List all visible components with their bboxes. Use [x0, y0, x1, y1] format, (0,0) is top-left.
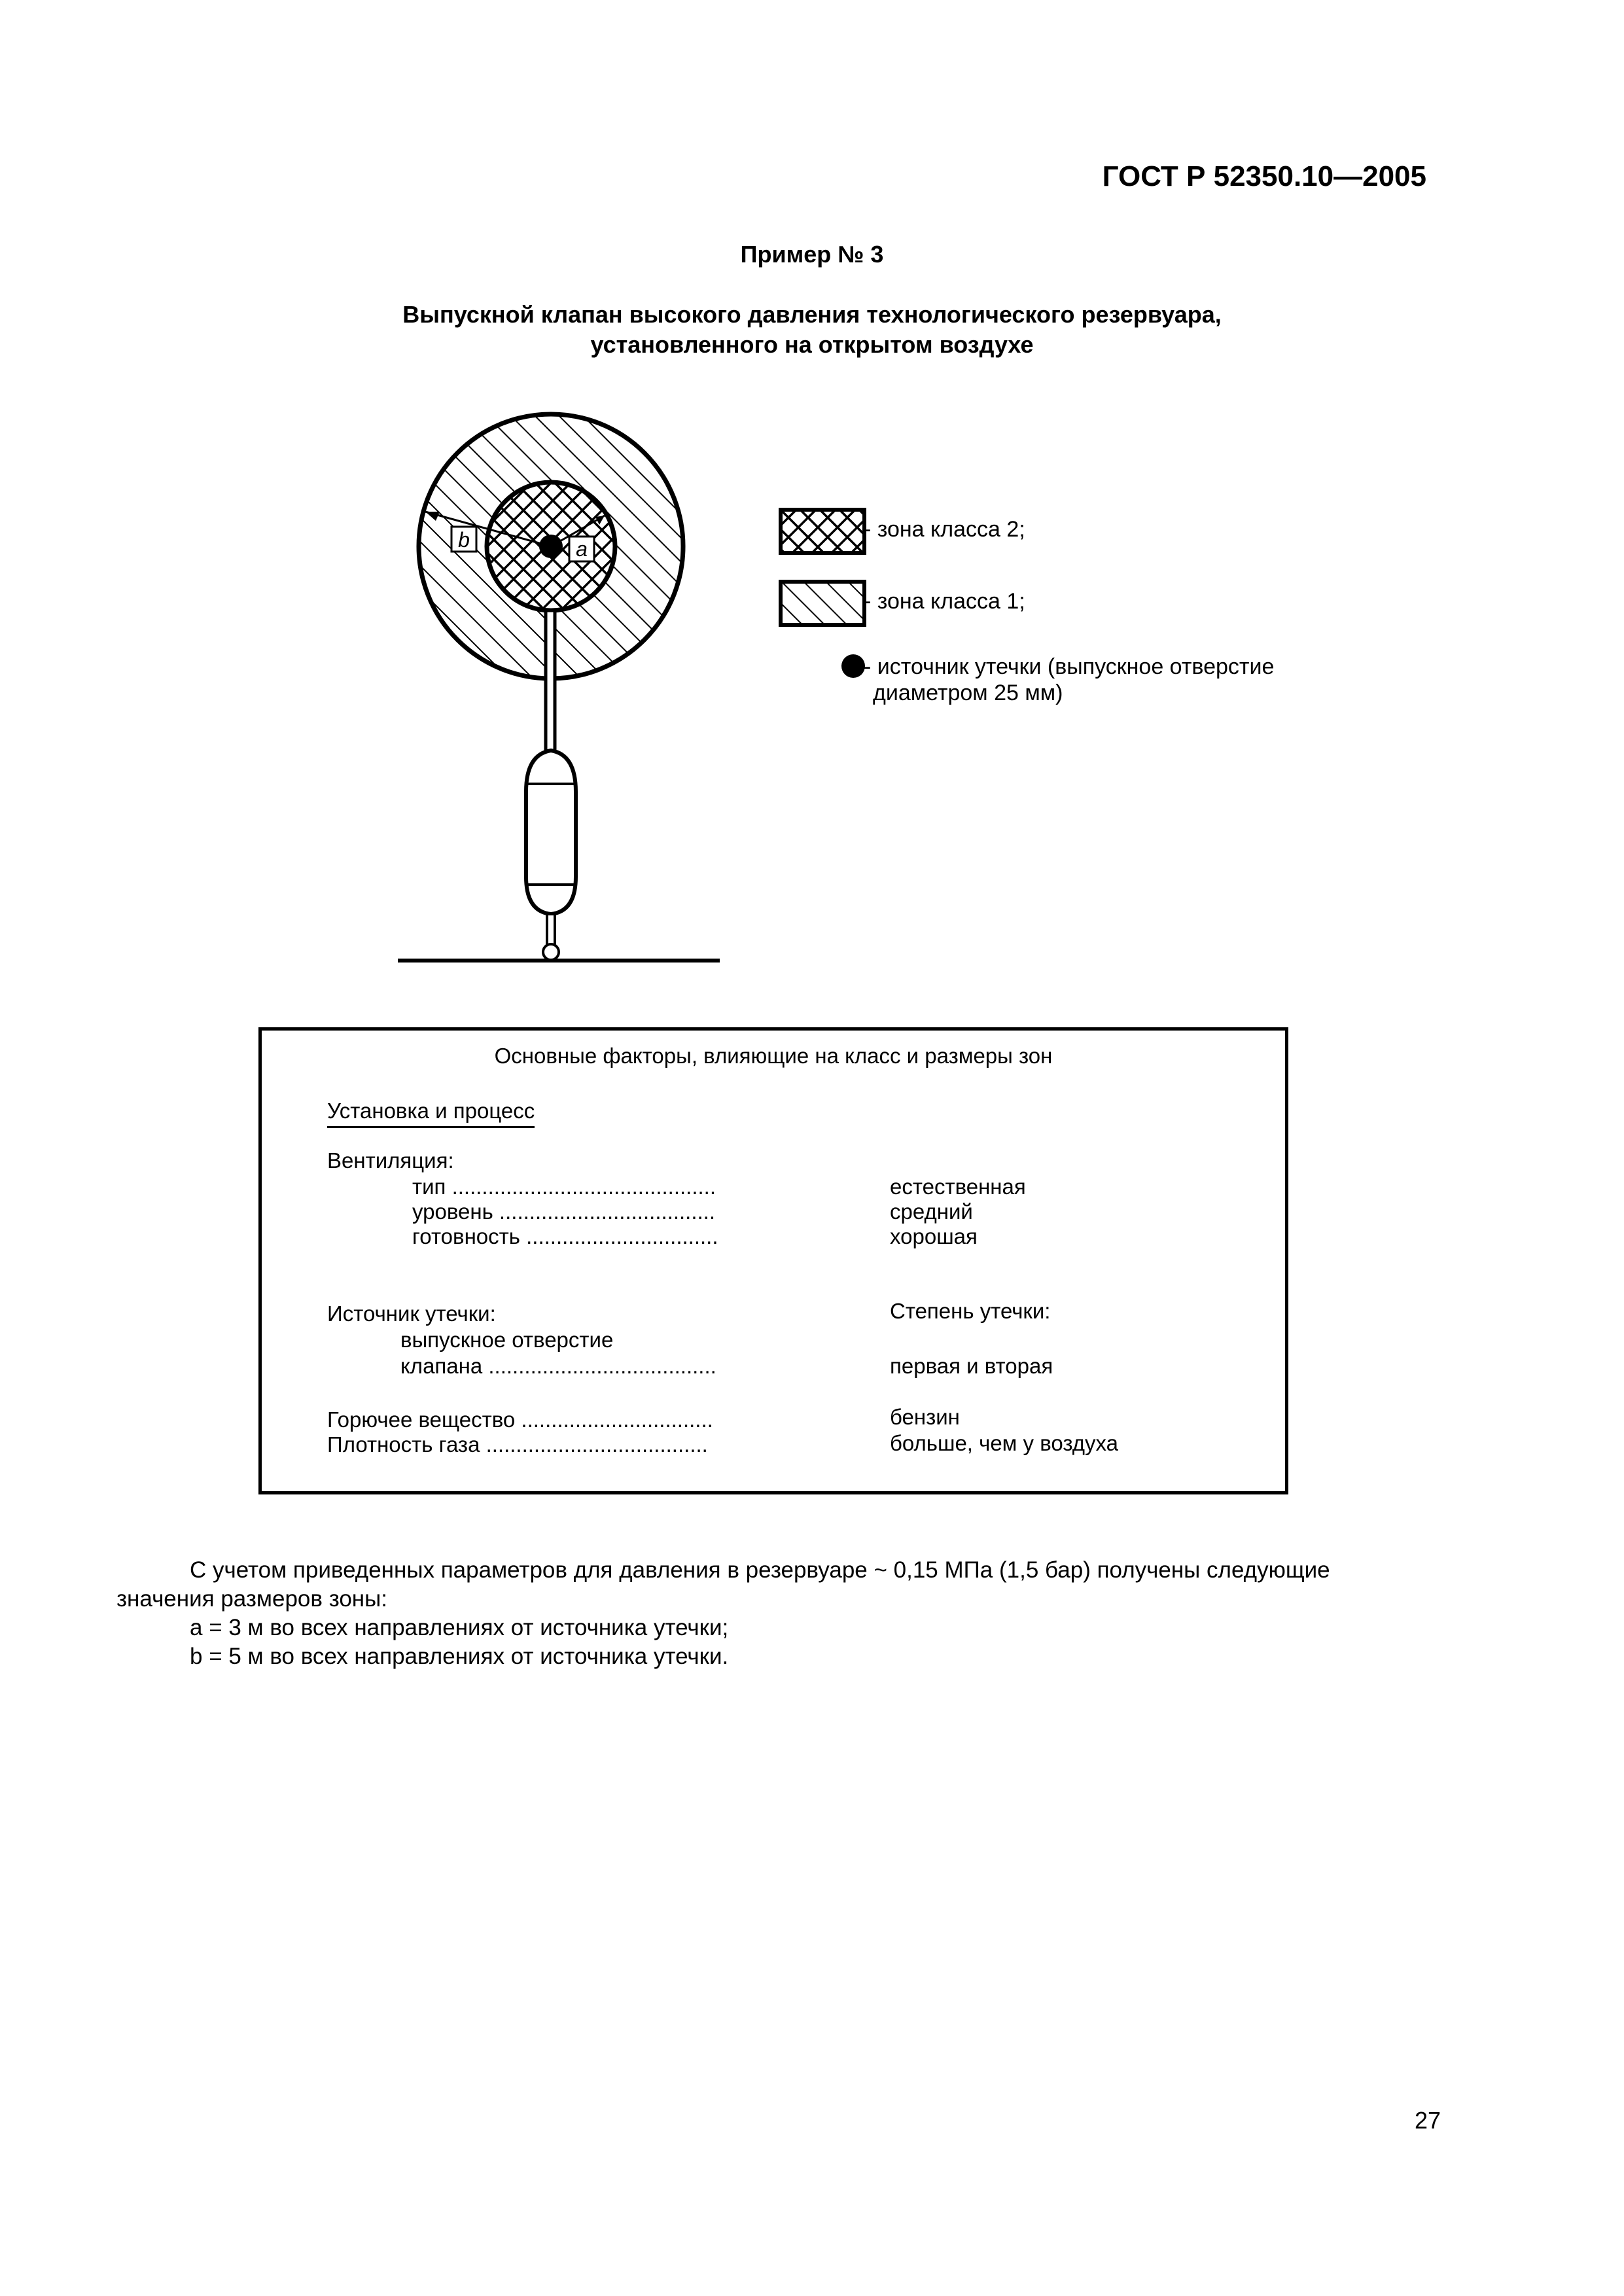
pipe: [546, 610, 555, 754]
example-label: Пример № 3: [740, 241, 884, 268]
factors-table: [258, 1027, 1288, 1494]
paragraph-line1: С учетом приведенных параметров для давления в резервуаре ~ 0,15 МПа (1,5 бар) получены следующие: [190, 1557, 1330, 1583]
figure-title-line2: установленного на открытом воздухе: [590, 331, 1034, 358]
grade-value: первая и вторая: [890, 1354, 1053, 1378]
legend-zone-2: - зона класса 2;: [864, 517, 1025, 542]
support-leg: [547, 914, 555, 945]
leak-source-dot: [539, 535, 563, 558]
support-joint: [543, 944, 559, 960]
figure-title-line1: Выпускной клапан высокого давления технологического резервуара,: [402, 301, 1222, 328]
grade-label: Степень утечки:: [890, 1299, 1051, 1323]
source-label: Источник утечки:: [327, 1301, 496, 1326]
legend-swatch-zone-2: [779, 508, 866, 555]
legend-leak-source-line1: - источник утечки (выпускное отверстие: [864, 654, 1275, 679]
source-sub1: выпускное отверстие: [400, 1328, 614, 1352]
table-section-title: Установка и процесс: [327, 1099, 535, 1128]
density-value: больше, чем у воздуха: [890, 1431, 1118, 1455]
vent-type-label: тип ............................................: [412, 1174, 716, 1199]
vent-avail-value: хорошая: [890, 1224, 978, 1248]
legend-leak-source-icon: [840, 653, 866, 679]
legend-zone-1: - зона класса 1;: [864, 589, 1025, 614]
page-number: 27: [1414, 2107, 1441, 2134]
figure-title: [0, 300, 1624, 360]
density-label: Плотность газа .....................................: [327, 1432, 708, 1457]
legend-leak-source-line2: диаметром 25 мм): [873, 680, 1063, 705]
tank: [526, 751, 576, 914]
substance-label: Горючее вещество ................................: [327, 1407, 713, 1432]
paragraph-line4: b = 5 м во всех направлениях от источника утечки.: [190, 1644, 729, 1669]
document-id: ГОСТ Р 52350.10—2005: [1102, 160, 1426, 192]
legend-swatch-zone-1: [779, 580, 866, 627]
source-sub2: клапана ......................................: [400, 1354, 716, 1378]
vent-level-label: уровень ....................................: [412, 1199, 715, 1224]
table-heading: Основные факторы, влияющие на класс и размеры зон: [494, 1044, 1053, 1068]
paragraph-line3: a = 3 м во всех направлениях от источника утечки;: [190, 1615, 729, 1640]
ventilation-label: Вентиляция:: [327, 1148, 454, 1173]
vent-type-value: естественная: [890, 1174, 1026, 1199]
paragraph-line2: значения размеров зоны:: [116, 1586, 388, 1612]
label-a: a: [576, 537, 588, 561]
vent-avail-label: готовность ................................: [412, 1224, 718, 1248]
zone-diagram: [366, 393, 733, 968]
substance-value: бензин: [890, 1405, 960, 1429]
vent-level-value: средний: [890, 1199, 973, 1224]
label-b: b: [458, 528, 470, 552]
